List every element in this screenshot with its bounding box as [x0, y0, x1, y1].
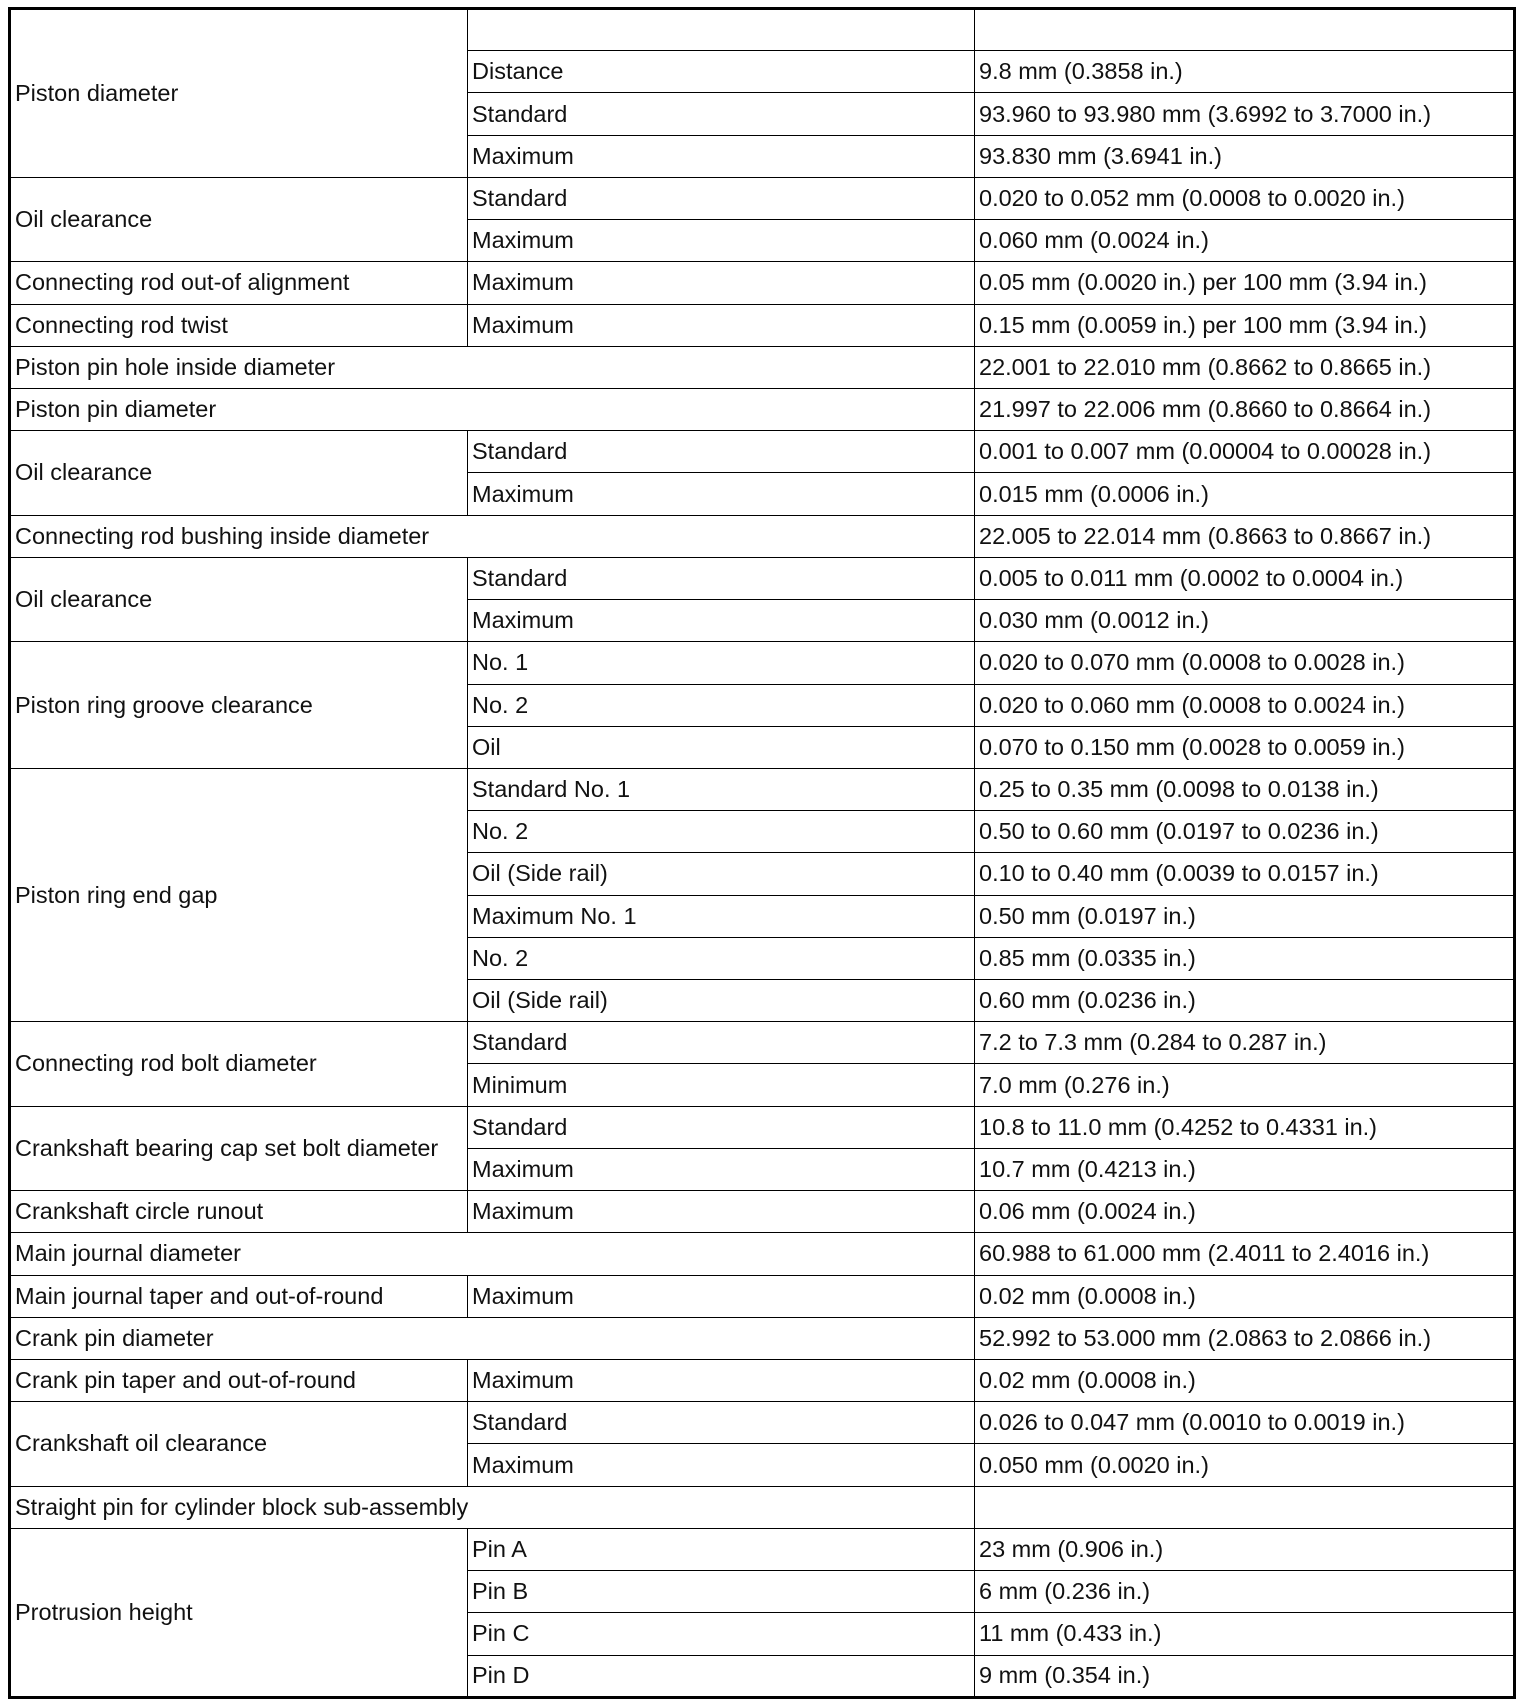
header-condition-cell [468, 9, 975, 51]
item-cell: Piston ring end gap [10, 768, 468, 1021]
item-cell: Piston diameter [10, 9, 468, 178]
value-cell: 0.60 mm (0.0236 in.) [975, 980, 1515, 1022]
item-cell: Connecting rod twist [10, 304, 468, 346]
table-row [10, 177, 1515, 219]
value-cell: 0.02 mm (0.0008 in.) [975, 1360, 1515, 1402]
value-cell: 93.830 mm (3.6941 in.) [975, 135, 1515, 177]
condition-cell: Maximum [468, 220, 975, 262]
condition-cell: Maximum [468, 304, 975, 346]
condition-cell: Pin D [468, 1655, 975, 1697]
value-cell: 7.0 mm (0.276 in.) [975, 1064, 1515, 1106]
condition-cell: No. 1 [468, 642, 975, 684]
condition-cell: Maximum [468, 1360, 975, 1402]
table-row [10, 1528, 1515, 1570]
condition-cell: Pin A [468, 1528, 975, 1570]
table-row [10, 515, 1515, 557]
spec-table [8, 7, 1516, 1699]
value-cell: 0.026 to 0.047 mm (0.0010 to 0.0019 in.) [975, 1402, 1515, 1444]
table-row [10, 1106, 1515, 1148]
value-cell: 0.001 to 0.007 mm (0.00004 to 0.00028 in.) [975, 431, 1515, 473]
value-cell: 0.005 to 0.011 mm (0.0002 to 0.0004 in.) [975, 557, 1515, 599]
item-cell: Oil clearance [10, 557, 468, 641]
condition-cell: Oil (Side rail) [468, 980, 975, 1022]
value-cell: 0.05 mm (0.0020 in.) per 100 mm (3.94 in.) [975, 262, 1515, 304]
condition-cell: Standard [468, 1106, 975, 1148]
table-row [10, 1275, 1515, 1317]
value-cell: 0.020 to 0.070 mm (0.0008 to 0.0028 in.) [975, 642, 1515, 684]
table-row [10, 557, 1515, 599]
item-cell: Protrusion height [10, 1528, 468, 1697]
condition-cell: Maximum [468, 262, 975, 304]
condition-cell: Pin C [468, 1613, 975, 1655]
condition-cell: Standard [468, 1022, 975, 1064]
item-cell: Crank pin taper and out-of-round [10, 1360, 468, 1402]
value-cell: 21.997 to 22.006 mm (0.8660 to 0.8664 in.) [975, 388, 1515, 430]
item-cell: Oil clearance [10, 177, 468, 261]
value-cell [975, 1486, 1515, 1528]
condition-cell: No. 2 [468, 937, 975, 979]
value-cell: 60.988 to 61.000 mm (2.4011 to 2.4016 in.) [975, 1233, 1515, 1275]
value-cell: 9.8 mm (0.3858 in.) [975, 51, 1515, 93]
condition-cell: Maximum [468, 1444, 975, 1486]
item-cell: Connecting rod bushing inside diameter [10, 515, 975, 557]
value-cell: 0.50 mm (0.0197 in.) [975, 895, 1515, 937]
condition-cell: Maximum [468, 473, 975, 515]
item-cell: Piston ring groove clearance [10, 642, 468, 769]
value-cell: 0.06 mm (0.0024 in.) [975, 1191, 1515, 1233]
table-row [10, 1402, 1515, 1444]
value-cell: 9 mm (0.354 in.) [975, 1655, 1515, 1697]
condition-cell: Maximum [468, 1275, 975, 1317]
value-cell: 0.10 to 0.40 mm (0.0039 to 0.0157 in.) [975, 853, 1515, 895]
table-row [10, 1233, 1515, 1275]
table-row [10, 1360, 1515, 1402]
value-cell: 0.020 to 0.060 mm (0.0008 to 0.0024 in.) [975, 684, 1515, 726]
value-cell: 0.060 mm (0.0024 in.) [975, 220, 1515, 262]
table-row [10, 642, 1515, 684]
table-row [10, 1486, 1515, 1528]
condition-cell: Pin B [468, 1571, 975, 1613]
value-cell: 10.7 mm (0.4213 in.) [975, 1148, 1515, 1190]
value-cell: 0.030 mm (0.0012 in.) [975, 600, 1515, 642]
value-cell: 11 mm (0.433 in.) [975, 1613, 1515, 1655]
value-cell: 0.020 to 0.052 mm (0.0008 to 0.0020 in.) [975, 177, 1515, 219]
condition-cell: Standard No. 1 [468, 768, 975, 810]
value-cell: 0.15 mm (0.0059 in.) per 100 mm (3.94 in.) [975, 304, 1515, 346]
condition-cell: Maximum [468, 135, 975, 177]
item-cell: Piston pin hole inside diameter [10, 346, 975, 388]
item-cell: Crankshaft oil clearance [10, 1402, 468, 1486]
table-row [10, 262, 1515, 304]
item-cell: Oil clearance [10, 431, 468, 515]
value-cell: 23 mm (0.906 in.) [975, 1528, 1515, 1570]
table-row [10, 768, 1515, 810]
condition-cell: Distance [468, 51, 975, 93]
value-cell: 93.960 to 93.980 mm (3.6992 to 3.7000 in.) [975, 93, 1515, 135]
spec-table-body [10, 9, 1515, 1698]
condition-cell: Standard [468, 177, 975, 219]
condition-cell: Maximum [468, 1148, 975, 1190]
item-cell: Main journal taper and out-of-round [10, 1275, 468, 1317]
table-row [10, 1022, 1515, 1064]
condition-cell: Standard [468, 557, 975, 599]
condition-cell: Minimum [468, 1064, 975, 1106]
value-cell: 22.005 to 22.014 mm (0.8663 to 0.8667 in.) [975, 515, 1515, 557]
table-row [10, 388, 1515, 430]
condition-cell: Standard [468, 93, 975, 135]
item-cell: Main journal diameter [10, 1233, 975, 1275]
value-cell: 0.25 to 0.35 mm (0.0098 to 0.0138 in.) [975, 768, 1515, 810]
item-cell: Crankshaft bearing cap set bolt diameter [10, 1106, 468, 1190]
header-value-cell [975, 9, 1515, 51]
condition-cell: Oil [468, 726, 975, 768]
condition-cell: No. 2 [468, 684, 975, 726]
condition-cell: Maximum No. 1 [468, 895, 975, 937]
condition-cell: Oil (Side rail) [468, 853, 975, 895]
table-row [10, 304, 1515, 346]
value-cell: 0.02 mm (0.0008 in.) [975, 1275, 1515, 1317]
value-cell: 22.001 to 22.010 mm (0.8662 to 0.8665 in.) [975, 346, 1515, 388]
table-row [10, 1317, 1515, 1359]
condition-cell: Standard [468, 431, 975, 473]
value-cell: 7.2 to 7.3 mm (0.284 to 0.287 in.) [975, 1022, 1515, 1064]
value-cell: 52.992 to 53.000 mm (2.0863 to 2.0866 in.) [975, 1317, 1515, 1359]
condition-cell: Maximum [468, 1191, 975, 1233]
value-cell: 0.50 to 0.60 mm (0.0197 to 0.0236 in.) [975, 811, 1515, 853]
table-row [10, 431, 1515, 473]
value-cell: 0.85 mm (0.0335 in.) [975, 937, 1515, 979]
value-cell: 0.015 mm (0.0006 in.) [975, 473, 1515, 515]
item-cell: Straight pin for cylinder block sub-assembly [10, 1486, 975, 1528]
value-cell: 0.050 mm (0.0020 in.) [975, 1444, 1515, 1486]
item-cell: Crankshaft circle runout [10, 1191, 468, 1233]
table-row [10, 9, 1515, 51]
condition-cell: Maximum [468, 600, 975, 642]
item-cell: Connecting rod out-of alignment [10, 262, 468, 304]
item-cell: Piston pin diameter [10, 388, 975, 430]
value-cell: 6 mm (0.236 in.) [975, 1571, 1515, 1613]
value-cell: 10.8 to 11.0 mm (0.4252 to 0.4331 in.) [975, 1106, 1515, 1148]
item-cell: Connecting rod bolt diameter [10, 1022, 468, 1106]
condition-cell: Standard [468, 1402, 975, 1444]
condition-cell: No. 2 [468, 811, 975, 853]
table-row [10, 346, 1515, 388]
value-cell: 0.070 to 0.150 mm (0.0028 to 0.0059 in.) [975, 726, 1515, 768]
item-cell: Crank pin diameter [10, 1317, 975, 1359]
table-row [10, 1191, 1515, 1233]
